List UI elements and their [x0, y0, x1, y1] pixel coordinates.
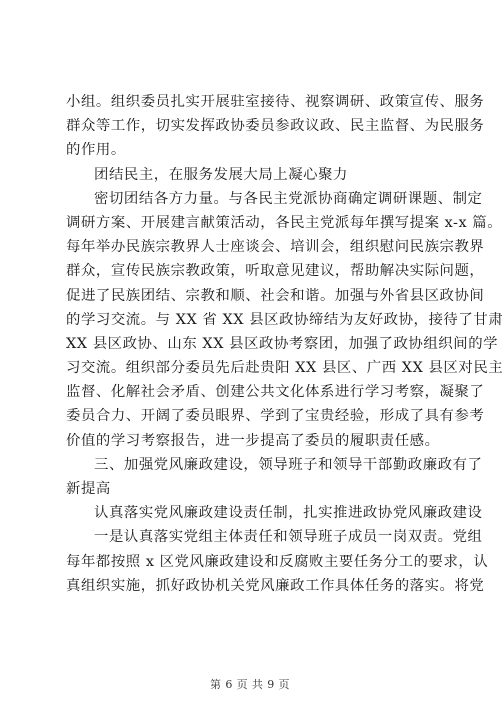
text-line: 一是认真落实党组主体责任和领导班子成员一岗双责。党组	[94, 529, 483, 546]
subsection-heading: 认真落实党风廉政建设责任制，扎实推进政协党风廉政建设	[94, 505, 483, 522]
text-line: 促进了民族团结、宗教和顺、社会和谐。加强与外省县区政协间	[66, 287, 485, 304]
section-heading-continued: 新提高	[66, 481, 111, 497]
text-line: 每年举办民族宗教界人士座谈会、培训会，组织慰问民族宗教界	[66, 239, 485, 256]
text-line: 监督、化解社会矛盾、创建公共文化体系进行学习考察，凝聚了	[66, 384, 485, 401]
text-line: 价值的学习考察报告，进一步提高了委员的履职责任感。	[66, 432, 440, 449]
text-line: 习交流。组织部分委员先后赴贵阳 XX 县区、广西 XX 县区对民主	[66, 360, 503, 377]
text-line: 小组。组织委员扎实开展驻室接待、视察调研、政策宣传、服务	[66, 94, 485, 110]
text-line: 的作用。	[66, 142, 126, 159]
text-line: 真组织实施，抓好政协机关党风廉政工作具体任务的落实。将党	[66, 577, 485, 594]
text-line: 调研方案、开展建言献策活动，各民主党派每年撰写提案 x-x 篇。	[66, 214, 503, 231]
text-line: 群众等工作，切实发挥政协委员参政议政、民主监督、为民服务	[66, 118, 485, 135]
text-line: 密切团结各方力量。与各民主党派协商确定调研课题、制定	[94, 190, 483, 207]
text-line: 群众，宣传民族宗教政策，听取意见建议，帮助解决实际问题，	[66, 263, 485, 280]
page-number: 第 6 页 共 9 页	[210, 678, 290, 691]
text-line: 的学习交流。与 XX 省 XX 县区政协缔结为友好政协，接待了甘肃	[66, 311, 503, 328]
section-heading: 三、加强党风廉政建设，领导班子和领导干部勤政廉政有了	[94, 456, 483, 473]
section-heading: 团结民主，在服务发展大局上凝心聚力	[94, 166, 348, 183]
text-line: XX 县区政协、山东 XX 县区政协考察团，加强了政协组织间的学	[66, 335, 499, 352]
body-text	[66, 90, 503, 598]
text-line: 委员合力、开阔了委员眼界、学到了宝贵经验，形成了具有参考	[66, 408, 485, 425]
text-line: 每年都按照 x 区党风廉政建设和反腐败主要任务分工的要求，认	[66, 553, 489, 570]
